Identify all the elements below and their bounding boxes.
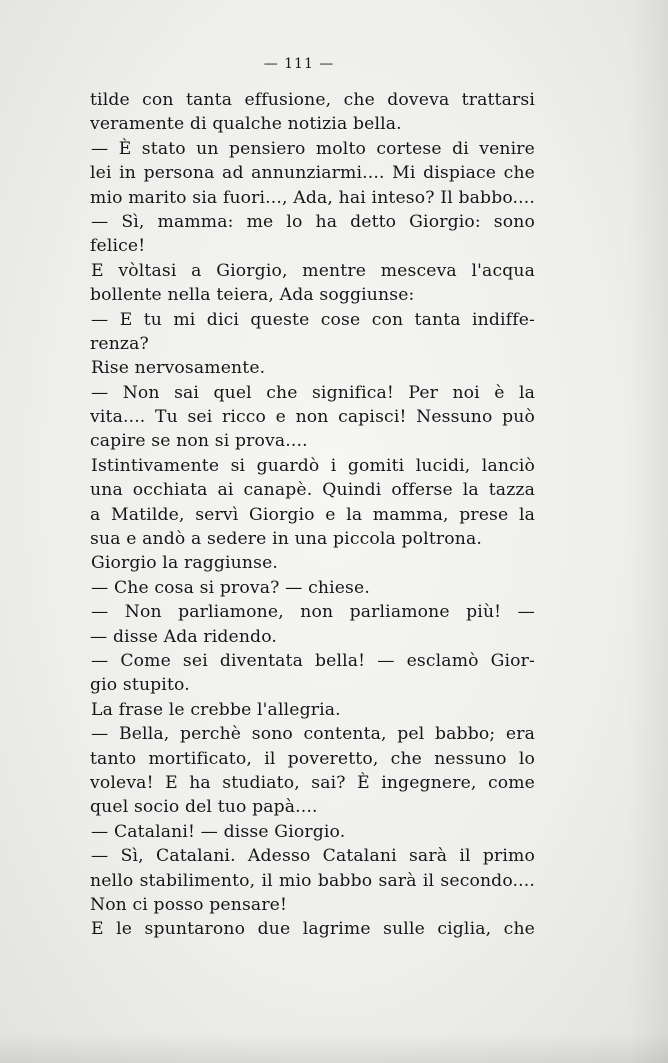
text-line: — Sì, mamma: me lo ha detto Giorgio: sono <box>91 211 535 232</box>
text-line: Non ci posso pensare! <box>90 894 288 915</box>
text-line: — Bella, perchè sono contenta, pel babbo; era <box>91 724 535 745</box>
text-line: E le spuntarono due lagrime sulle ciglia, che <box>91 919 535 940</box>
text-line: tanto mortificato, il poveretto, che nessuno lo <box>90 748 535 769</box>
text-line: sua e andò a sedere in una piccola poltrona. <box>90 529 482 550</box>
text-line: Giorgio la raggiunse. <box>91 553 279 574</box>
text-line: nello stabilimento, il mio babbo sarà il secondo.... <box>90 870 535 891</box>
text-line: vita.... Tu sei ricco e non capisci! Nessuno può <box>90 407 535 428</box>
text-line: — disse Ada ridendo. <box>90 626 278 647</box>
text-line: tilde con tanta effusione, che doveva trattarsi <box>90 90 535 110</box>
text-line: voleva! E ha studiato, sai? È ingegnere, come <box>90 772 535 793</box>
text-line: — È stato un pensiero molto cortese di venire <box>91 138 535 159</box>
text-line: mio marito sia fuori..., Ada, hai inteso? Il babbo.... <box>90 187 535 208</box>
text-line: Rise nervosamente. <box>91 358 266 379</box>
text-line: Istintivamente si guardò i gomiti lucidi, lanciò <box>91 455 535 476</box>
text-line: veramente di qualche notizia bella. <box>90 114 402 135</box>
text-line: — E tu mi dici queste cose con tanta indiffe- <box>91 309 535 330</box>
text-line: renza? <box>90 333 149 354</box>
page-edge-shadow <box>628 0 668 1063</box>
text-line: felice! <box>90 236 146 257</box>
text-line: quel socio del tuo papà.... <box>90 797 318 818</box>
body-text <box>90 88 535 942</box>
text-line: — Catalani! — disse Giorgio. <box>91 821 346 842</box>
text-line: bollente nella teiera, Ada soggiunse: <box>90 285 415 306</box>
text-line: — Non sai quel che significa! Per noi è la <box>91 382 535 403</box>
text-line: capire se non si prova.... <box>90 431 308 452</box>
text-line: E vòltasi a Giorgio, mentre mesceva l'acqua <box>91 260 535 281</box>
text-line: — Che cosa si prova? — chiese. <box>91 577 370 598</box>
page-number: — 111 — <box>263 56 335 72</box>
text-line: — Non parliamone, non parliamone più! — <box>91 602 535 623</box>
text-line: lei in persona ad annunziarmi.... Mi dispiace che <box>90 163 535 184</box>
text-line: — Come sei diventata bella! — esclamò Gior- <box>91 650 535 671</box>
text-line: — Sì, Catalani. Adesso Catalani sarà il primo <box>91 846 535 867</box>
text-line: La frase le crebbe l'allegria. <box>91 699 341 720</box>
text-line: a Matilde, servì Giorgio e la mamma, prese la <box>90 504 535 525</box>
page-bottom-shadow <box>0 1033 668 1063</box>
text-line: una occhiata ai canapè. Quindi offerse la tazza <box>90 480 535 501</box>
text-line: gio stupito. <box>90 675 190 696</box>
